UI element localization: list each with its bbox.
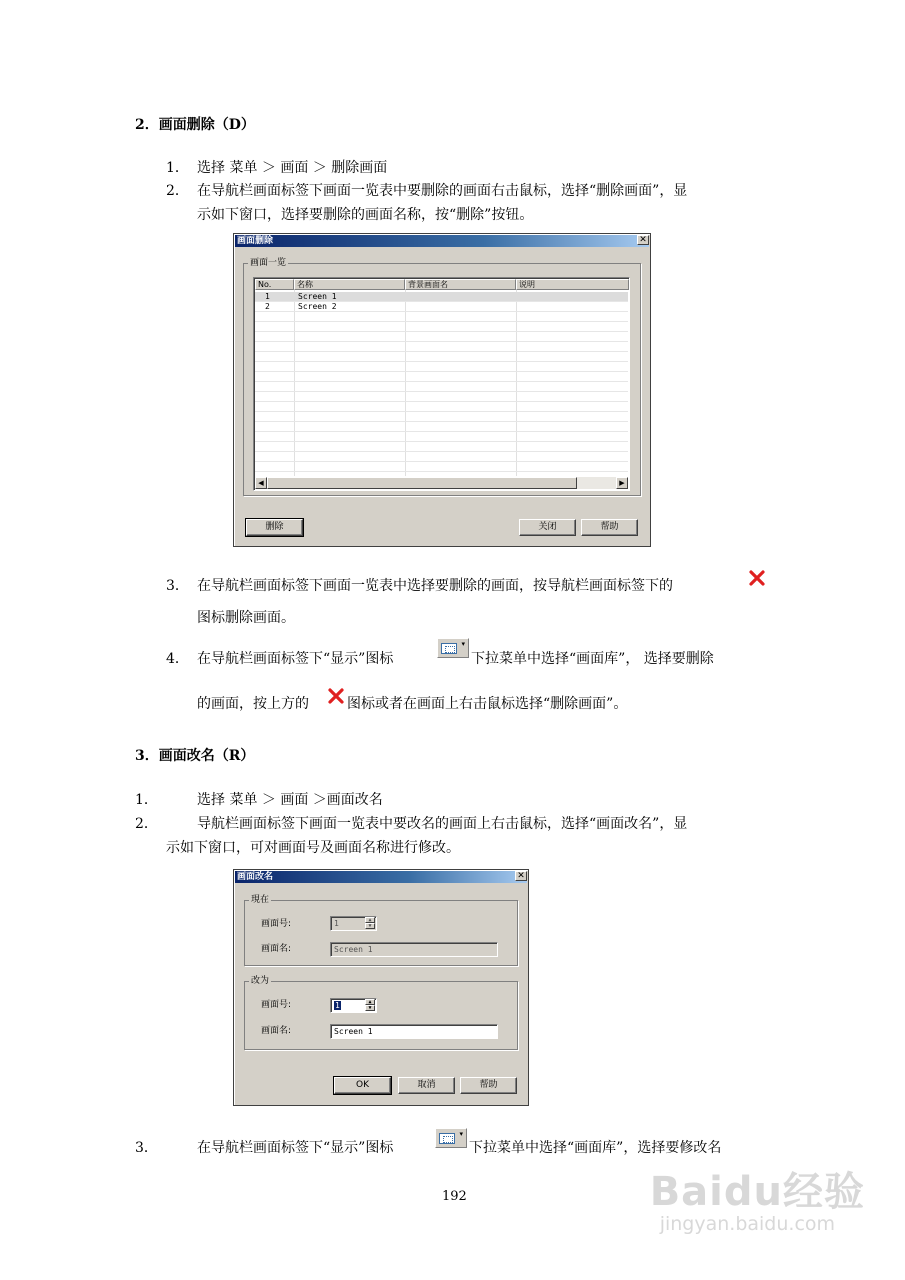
empty-row	[255, 432, 628, 442]
empty-row	[255, 372, 628, 382]
ok-button[interactable]: OK	[334, 1077, 391, 1094]
page-number: 192	[442, 1189, 467, 1204]
step-text: 选择 菜单 ＞ 画面 ＞ 删除画面	[197, 160, 388, 176]
empty-row	[255, 422, 628, 432]
step-text: 在导航栏画面标签下“显示”图标	[197, 651, 394, 667]
step-number: 1．	[135, 792, 158, 808]
dialog-titlebar	[235, 871, 527, 883]
delete-x-icon	[327, 687, 345, 705]
cell-no: 1	[265, 292, 270, 301]
spin-up-icon: ▲	[365, 917, 375, 923]
current-screen-name-field: Screen 1	[330, 942, 498, 957]
empty-row	[255, 362, 628, 372]
groupbox-label: 画面一览	[250, 258, 287, 268]
screen-name-label: 画面名:	[261, 944, 292, 954]
column-header-description[interactable]: 说明	[516, 279, 629, 290]
section-heading-rename: 3．画面改名（R）	[135, 748, 255, 764]
help-button[interactable]: 帮助	[460, 1077, 517, 1094]
column-header-no[interactable]: No.	[255, 279, 294, 290]
watermark-line1: Baidu经验	[649, 1169, 865, 1215]
cancel-button[interactable]: 取消	[398, 1077, 455, 1094]
dialog-titlebar	[235, 235, 649, 247]
empty-row	[255, 352, 628, 362]
empty-row	[255, 382, 628, 392]
scroll-right-icon[interactable]: ▶	[616, 477, 628, 489]
close-icon[interactable]: ✕	[515, 871, 527, 881]
step-text-continued: 图标删除画面。	[197, 610, 295, 626]
new-screen-number-input[interactable]	[330, 998, 377, 1013]
scroll-left-icon[interactable]: ◀	[255, 477, 267, 489]
step-text: 在导航栏画面标签下画面一览表中选择要删除的画面，按导航栏画面标签下的	[197, 578, 673, 594]
table-row[interactable]	[255, 292, 628, 302]
section-heading-delete: 2．画面删除（D）	[135, 117, 255, 133]
help-button[interactable]: 帮助	[581, 519, 638, 536]
field-value: 1	[335, 1001, 340, 1010]
step-text-continued: 示如下窗口，选择要删除的画面名称，按“删除”按钮。	[197, 207, 534, 223]
step-number: 1．	[166, 160, 189, 176]
step-number: 2．	[135, 816, 158, 832]
delete-button[interactable]: 删除	[246, 519, 303, 536]
step-text: 下拉菜单中选择“画面库”，选择要修改名	[469, 1140, 722, 1156]
dialog-title: 画面改名	[237, 872, 274, 882]
step-text-continued: 示如下窗口，可对画面号及画面名称进行修改。	[166, 840, 460, 856]
step-text: 在导航栏画面标签下画面一览表中要删除的画面右击鼠标，选择“删除画面”，显	[197, 183, 688, 199]
spin-down-icon: ▼	[365, 923, 375, 929]
groupbox-label: 改为	[251, 976, 270, 986]
cell-name: Screen 2	[298, 302, 337, 311]
empty-row	[255, 312, 628, 322]
rename-screen-dialog	[233, 869, 529, 1106]
table-row[interactable]	[255, 302, 628, 312]
spin-up-icon[interactable]: ▲	[365, 999, 375, 1005]
column-header-name[interactable]: 名称	[294, 279, 405, 290]
empty-row	[255, 452, 628, 462]
empty-row	[255, 332, 628, 342]
step-text-continued: 图标或者在画面上右击鼠标选择“删除画面”。	[347, 696, 628, 712]
baidu-watermark	[650, 1160, 865, 1235]
step-text: 在导航栏画面标签下“显示”图标	[197, 1140, 394, 1156]
close-button[interactable]: 关闭	[519, 519, 576, 536]
screen-list[interactable]	[253, 277, 630, 491]
empty-row	[255, 322, 628, 332]
empty-row	[255, 442, 628, 452]
step-number: 2．	[166, 183, 189, 199]
empty-row	[255, 342, 628, 352]
column-header-background[interactable]: 背景画面名	[405, 279, 516, 290]
groupbox-label: 現在	[251, 895, 270, 905]
step-number: 3．	[166, 578, 189, 594]
empty-row	[255, 392, 628, 402]
dialog-title: 画面删除	[237, 236, 274, 246]
screen-number-label: 画面号:	[261, 919, 292, 929]
number-stepper[interactable]	[365, 999, 375, 1012]
screen-name-label: 画面名:	[261, 1026, 292, 1036]
empty-row	[255, 402, 628, 412]
field-value: 1	[334, 919, 339, 928]
step-text-continued: 的画面，按上方的	[197, 696, 309, 712]
display-dropdown-icon: ▾	[437, 638, 469, 658]
horizontal-scrollbar[interactable]	[255, 477, 628, 489]
step-number: 3．	[135, 1140, 158, 1156]
new-screen-name-input[interactable]: Screen 1	[330, 1024, 498, 1039]
close-icon[interactable]: ✕	[637, 235, 649, 245]
empty-row	[255, 462, 628, 472]
empty-row	[255, 412, 628, 422]
step-text: 选择 菜单 ＞ 画面 ＞画面改名	[197, 792, 383, 808]
display-dropdown-icon: ▾	[435, 1128, 467, 1148]
watermark-line2: jingyan.baidu.com	[659, 1213, 836, 1235]
delete-screen-dialog	[233, 233, 651, 547]
delete-x-icon	[748, 569, 766, 587]
cell-no: 2	[265, 302, 270, 311]
number-stepper	[365, 917, 375, 930]
spin-down-icon[interactable]: ▼	[365, 1005, 375, 1011]
step-text: 导航栏画面标签下画面一览表中要改名的画面上右击鼠标，选择“画面改名”，显	[197, 816, 688, 832]
screen-number-label: 画面号:	[261, 1000, 292, 1010]
step-number: 4．	[166, 651, 189, 667]
scroll-thumb[interactable]	[267, 477, 577, 489]
step-text: 下拉菜单中选择“画面库”， 选择要删除	[471, 651, 714, 667]
cell-name: Screen 1	[298, 292, 337, 301]
new-groupbox	[244, 981, 518, 1050]
current-screen-number-field	[330, 916, 377, 931]
